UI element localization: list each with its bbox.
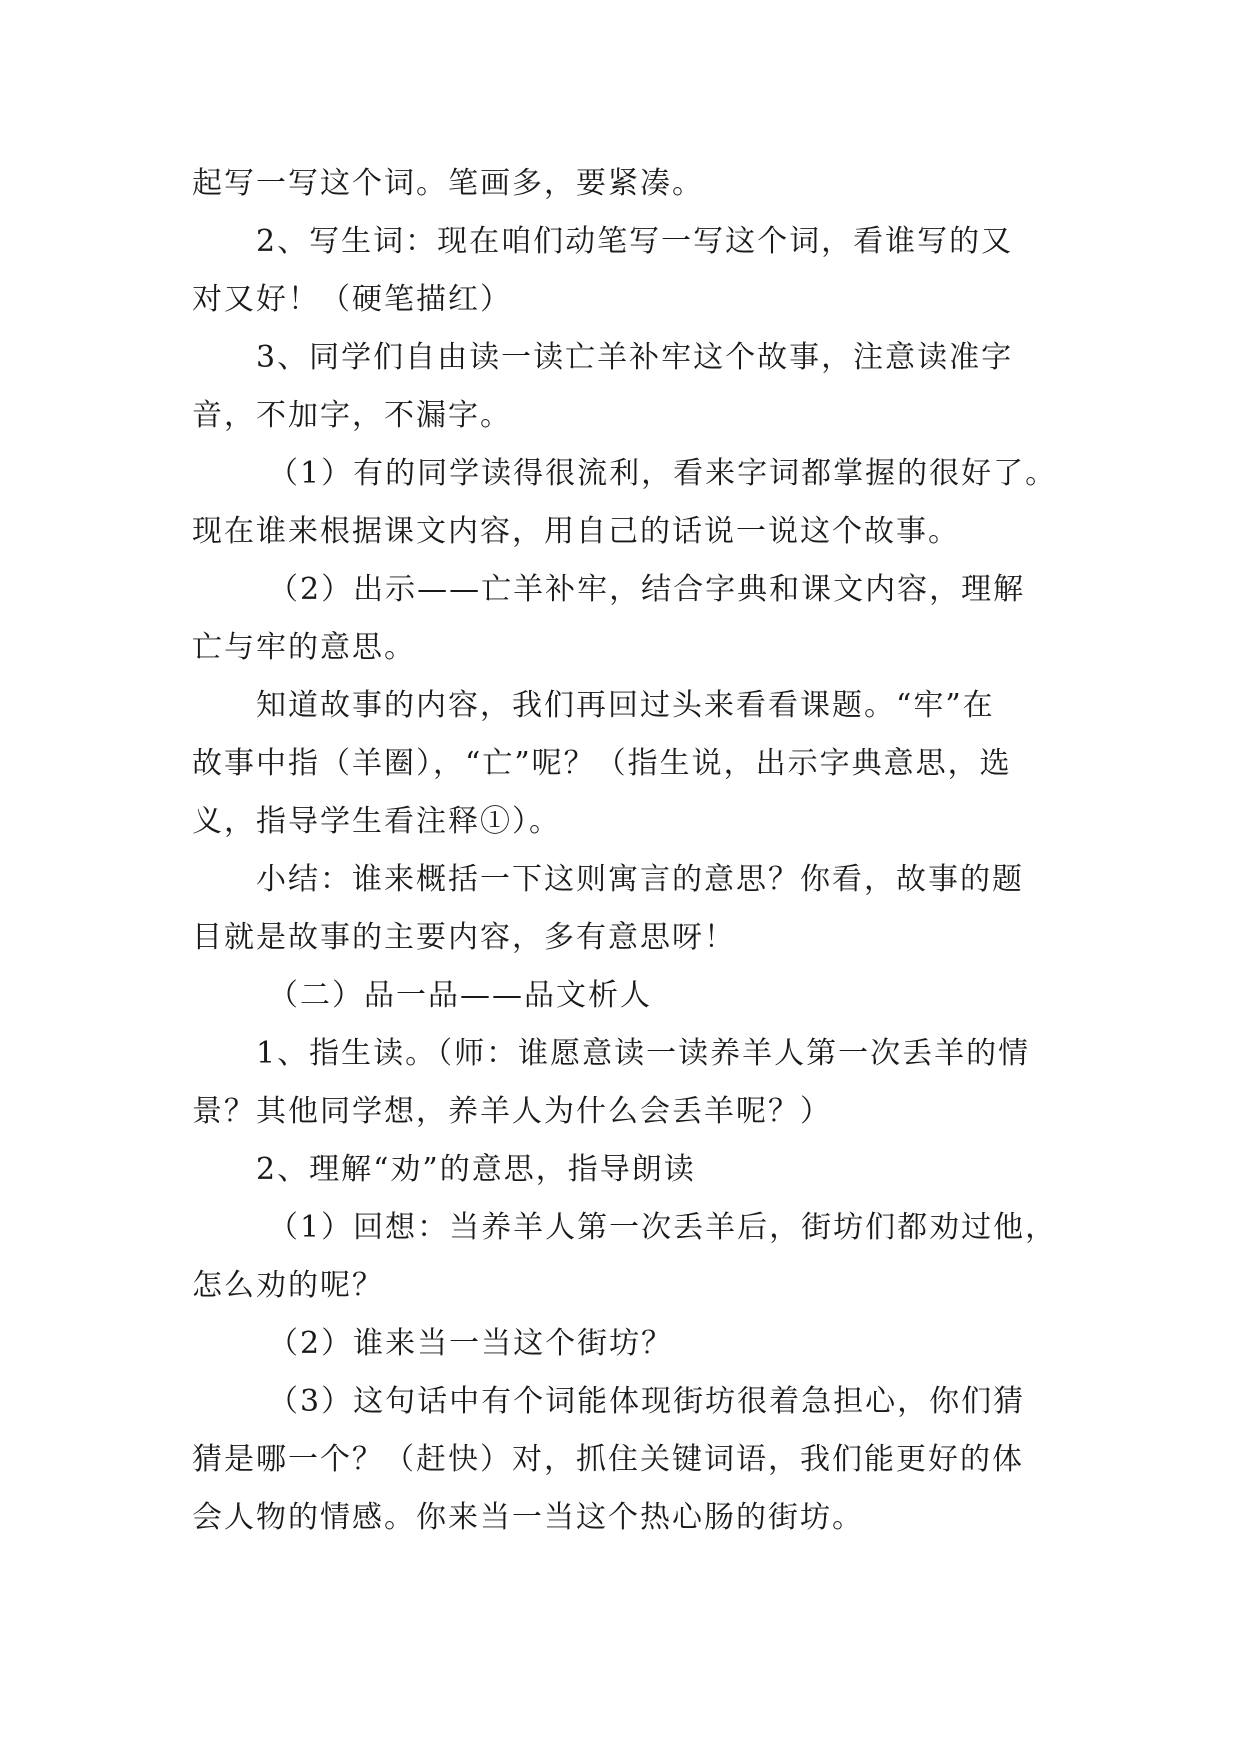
text-line: 起写一写这个词。笔画多，要紧凑。: [192, 166, 704, 201]
text-line: 知道故事的内容，我们再回过头来看看课题。“牢”在: [256, 688, 995, 723]
text-line: （2）谁来当一当这个街坊？: [268, 1326, 674, 1361]
text-line: 2、理解“劝”的意思，指导朗读: [256, 1152, 696, 1187]
text-line: 义，指导学生看注释①）。: [192, 804, 561, 839]
text-line: 亡与牢的意思。: [192, 630, 416, 665]
document-body: [192, 155, 1058, 1547]
text-line: 目就是故事的主要内容，多有意思呀！: [192, 920, 736, 955]
text-line: 小结：谁来概括一下这则寓言的意思？你看，故事的题: [256, 862, 1024, 897]
text-line: 2、写生词：现在咱们动笔写一写这个词，看谁写的又: [256, 224, 1014, 259]
text-line: （3）这句话中有个词能体现街坊很着急担心，你们猜: [268, 1384, 1026, 1419]
text-line: 1、指生读。（师：谁愿意读一读养羊人第一次丢羊的情: [256, 1036, 1031, 1071]
section-heading: （二）品一品——品文析人: [268, 978, 652, 1013]
text-line: 猜是哪一个？（赶快）对，抓住关键词语，我们能更好的体: [192, 1442, 1024, 1477]
text-line: 怎么劝的呢？: [192, 1268, 384, 1303]
text-line: 3、同学们自由读一读亡羊补牢这个故事，注意读准字: [256, 340, 1014, 375]
text-line: （2）出示——亡羊补牢，结合字典和课文内容，理解: [268, 572, 1026, 607]
text-line: 景？其他同学想，养羊人为什么会丢羊呢？）: [192, 1094, 832, 1129]
text-line: 故事中指（羊圈），“亡”呢？（指生说，出示字典意思，选: [192, 746, 1012, 781]
text-line: 音，不加字，不漏字。: [192, 398, 512, 433]
text-line: 对又好！（硬笔描红）: [192, 282, 512, 317]
text-line: 现在谁来根据课文内容，用自己的话说一说这个故事。: [192, 514, 960, 549]
text-line: 会人物的情感。你来当一当这个热心肠的街坊。: [192, 1500, 864, 1535]
text-line: （1）有的同学读得很流利，看来字词都掌握的很好了。: [268, 456, 1058, 491]
text-line: （1）回想：当养羊人第一次丢羊后，街坊们都劝过他，: [268, 1210, 1058, 1245]
